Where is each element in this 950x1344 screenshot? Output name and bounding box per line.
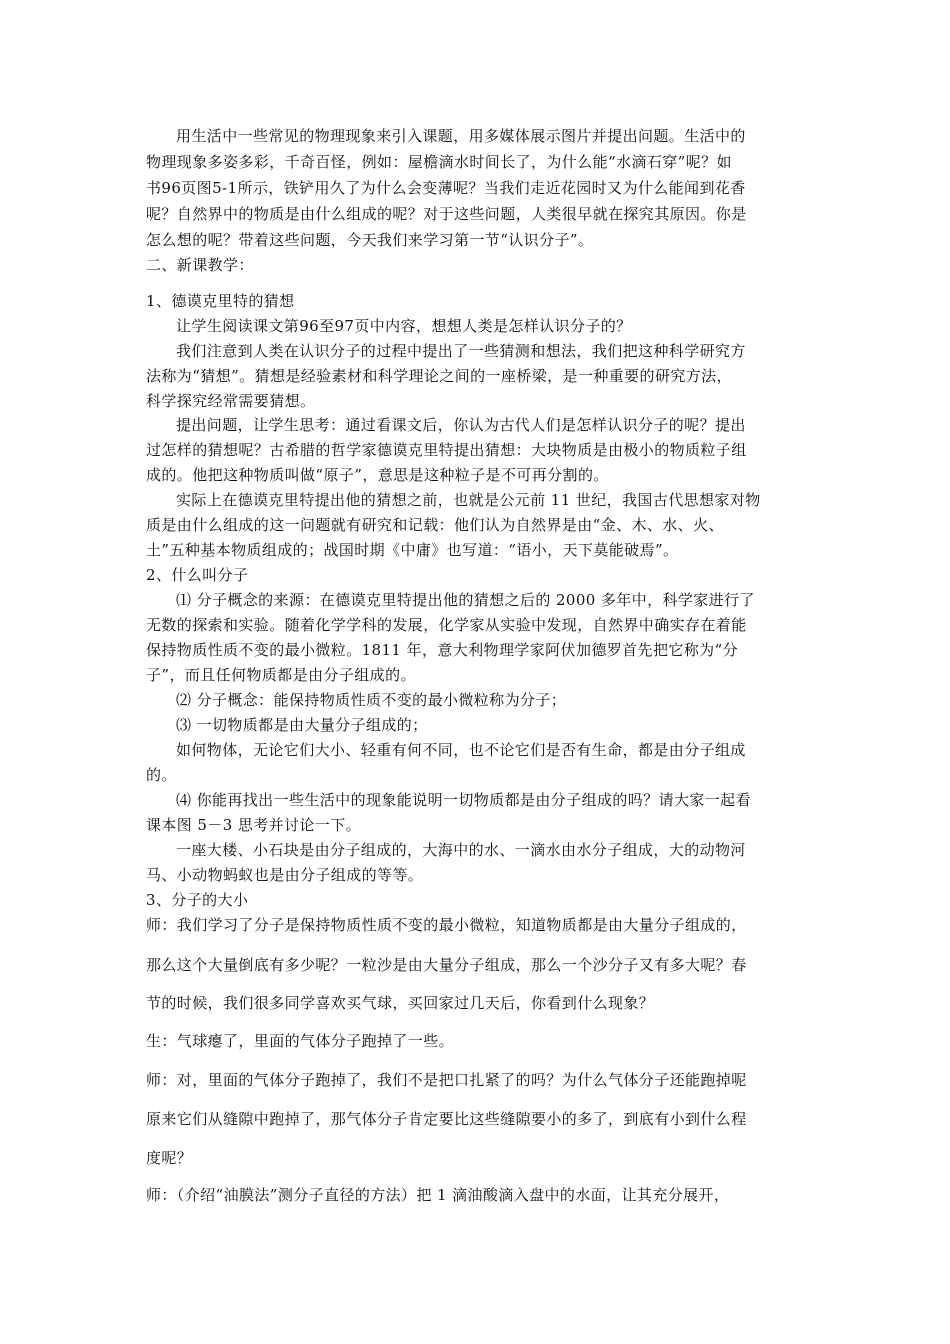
- section-heading: 二、新课教学：: [146, 256, 254, 274]
- text-line: ⑷ 你能再找出一些生活中的现象能说明一切物质都是由分子组成的吗？请大家一起看: [176, 791, 751, 809]
- subsection-heading: 2、什么叫分子: [146, 566, 249, 584]
- subsection-heading: 1、德谟克里特的猜想: [146, 292, 295, 310]
- text-line: 师：我们学习了分子是保持物质性质不变的最小微粒，知道物质都是由大量分子组成的，: [146, 916, 747, 934]
- text-line: 师：（介绍“油膜法”测分子直径的方法）把 1 滴油酸滴入盘中的水面，让其充分展开，: [146, 1186, 730, 1204]
- text-line: 呢？自然界中的物质是由什么组成的呢？对于这些问题，人类很早就在探究其原因。你是: [146, 205, 747, 223]
- text-line: 科学探究经常需要猜想。: [146, 392, 316, 410]
- text-line: 无数的探索和实验。随着化学学科的发展，化学家从实验中发现，自然界中确实存在着能: [146, 616, 747, 634]
- text-line: 课本图 5－3 思考并讨论一下。: [146, 816, 362, 834]
- text-line: 如何物体，无论它们大小、轻重有何不同，也不论它们是否有生命，都是由分子组成: [176, 741, 746, 759]
- text-line: 保持物质性质不变的最小微粒。1811 年，意大利物理学家阿伏加德罗首先把它称为“分: [146, 641, 739, 659]
- text-line: 成的。他把这种物质叫做“原子”，意思是这种粒子是不可再分割的。: [146, 466, 609, 484]
- text-line: 子”，而且任何物质都是由分子组成的。: [146, 666, 416, 684]
- text-line: 师：对，里面的气体分子跑掉了，我们不是把口扎紧了的吗？为什么气体分子还能跑掉呢: [146, 1071, 747, 1089]
- text-line: 让学生阅读课文第96至97页中内容，想想人类是怎样认识分子的？: [176, 317, 632, 335]
- text-line: 土”五种基本物质组成的；战国时期《中庸》也写道：“语小，天下莫能破焉”。: [146, 541, 679, 559]
- text-line: 实际上在德谟克里特提出他的猜想之前，也就是公元前 11 世纪，我国古代思想家对物: [176, 491, 761, 509]
- text-line: 质是由什么组成的这一问题就有研究和记载：他们认为自然界是由“金、木、水、火、: [146, 516, 724, 534]
- text-line: ⑵ 分子概念：能保持物质性质不变的最小微粒称为分子；: [176, 691, 567, 709]
- text-line: 马、小动物蚂蚁也是由分子组成的等等。: [146, 866, 424, 884]
- text-line: ⑶ 一切物质都是由大量分子组成的；: [176, 716, 428, 734]
- text-line: 法称为“猜想”。猜想是经验素材和科学理论之间的一座桥梁，是一种重要的研究方法，: [146, 367, 732, 385]
- text-line: 物理现象多姿多彩，千奇百怪，例如：屋檐滴水时间长了，为什么能“水滴石穿”呢？如: [146, 153, 732, 171]
- text-line: 怎么想的呢？带着这些问题，今天我们来学习第一节“认识分子”。: [146, 231, 594, 249]
- text-line: 过怎样的猜想呢？古希腊的哲学家德谟克里特提出猜想：大块物质是由极小的物质粒子组: [146, 441, 747, 459]
- text-line: 那么这个大量倒底有多少呢？一粒沙是由大量分子组成，那么一个沙分子又有多大呢？春: [146, 956, 747, 974]
- text-line: 节的时候，我们很多同学喜欢买气球，买回家过几天后，你看到什么现象？: [146, 994, 655, 1012]
- text-line: 书96页图5-1所示，铁铲用久了为什么会变薄呢？当我们走近花园时又为什么能闻到花香: [146, 179, 746, 197]
- text-line: ⑴ 分子概念的来源：在德谟克里特提出他的猜想之后的 2000 多年中，科学家进行了: [176, 591, 755, 609]
- text-line: 一座大楼、小石块是由分子组成的，大海中的水、一滴水由水分子组成，大的动物河: [176, 841, 746, 859]
- text-line: 生：气球瘪了，里面的气体分子跑掉了一些。: [146, 1032, 455, 1050]
- text-line: 度呢？: [146, 1149, 193, 1167]
- text-line: 的。: [146, 766, 177, 784]
- text-line: 原来它们从缝隙中跑掉了，那气体分子肯定要比这些缝隙要小的多了，到底有小到什么程: [146, 1110, 747, 1128]
- text-line: 提出问题，让学生思考：通过看课文后，你认为古代人们是怎样认识分子的呢？提出: [176, 416, 746, 434]
- text-line: 用生活中一些常见的物理现象来引入课题，用多媒体展示图片并提出问题。生活中的: [176, 127, 746, 145]
- subsection-heading: 3、分子的大小: [146, 891, 249, 909]
- text-line: 我们注意到人类在认识分子的过程中提出了一些猜测和想法，我们把这种科学研究方: [176, 342, 746, 360]
